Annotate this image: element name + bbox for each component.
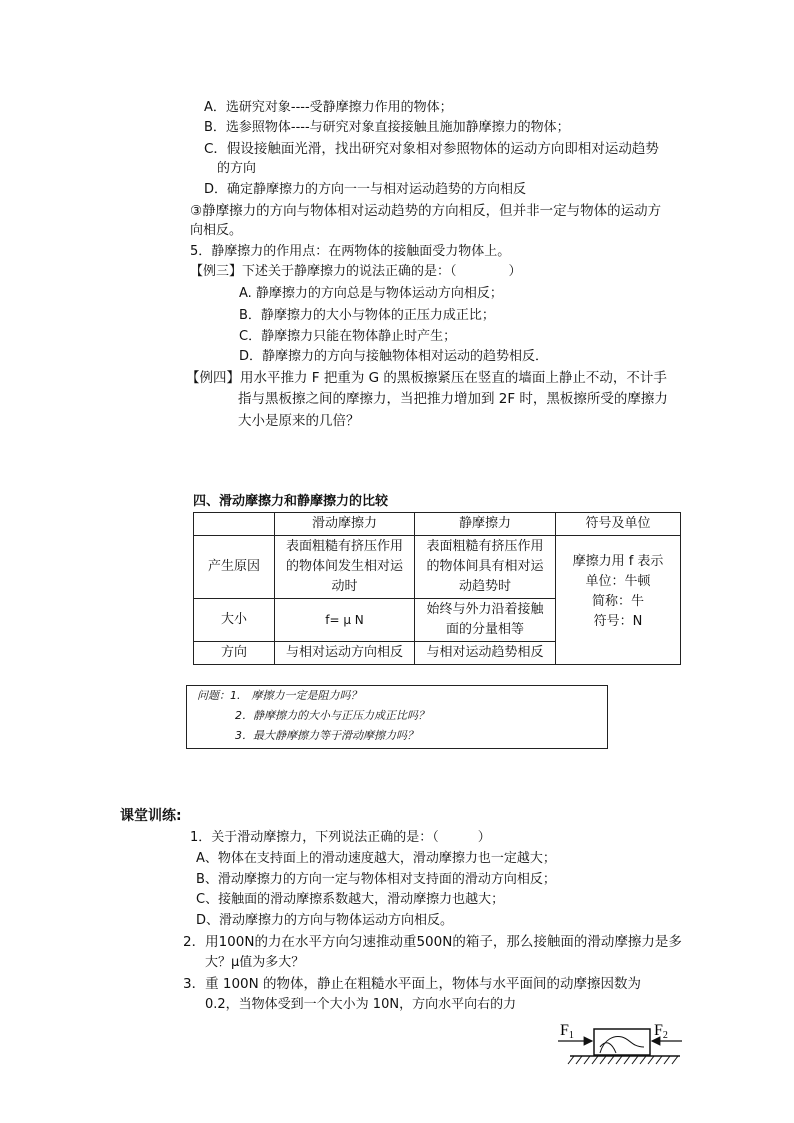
- cell-line: 始终与外力沿着接触: [426, 602, 544, 617]
- row-label-cause: 产生原因: [194, 536, 275, 599]
- symbol-line: 符号：N: [593, 614, 643, 629]
- row-label-magnitude: 大小: [194, 599, 275, 642]
- symbol-line: 单位：牛顿: [585, 574, 651, 589]
- note3-line2: 向相反。: [190, 223, 243, 238]
- example3-option-d: D．静摩擦力的方向与接触物体相对运动的趋势相反．: [239, 349, 549, 364]
- training-q3-line2: 0.2，当物体受到一个大小为 10N，方向水平向右的力: [205, 997, 517, 1012]
- cell-sliding-magnitude: [275, 599, 415, 642]
- question-1: 问题：1. 摩擦力一定是阻力吗？: [197, 689, 362, 702]
- example4-line2: 指与黑板擦之间的摩擦力，当把推力增加到 2F 时，黑板擦所受的摩擦力: [238, 391, 668, 407]
- step-a: A．选研究对象----受静摩擦力作用的物体；: [204, 100, 453, 115]
- note3-line1: ③静摩擦力的方向与物体相对运动趋势的方向相反，但并非一定与物体的运动方: [190, 203, 662, 219]
- table-row: [194, 536, 681, 599]
- table-header-row: [194, 513, 681, 536]
- table-header-static: 静摩擦力: [415, 513, 556, 536]
- cell-symbol-unit: [556, 536, 681, 665]
- step-d: D．确定静摩擦力的方向一一与相对运动趋势的方向相反: [204, 182, 527, 197]
- training-q2-line2: 大？μ值为多大？: [205, 955, 305, 970]
- cell-line: 与相对运动趋势相反: [426, 645, 544, 660]
- step-b: B．选参照物体----与研究对象直接接触且施加静摩擦力的物体；: [204, 120, 570, 135]
- question-3: 3．最大静摩擦力等于滑动摩擦力吗？: [235, 729, 418, 742]
- example3-stem: 【例三】下述关于静摩擦力的说法正确的是：（ ）: [190, 264, 522, 279]
- point5: 5．静摩擦力的作用点：在两物体的接触面受力物体上。: [190, 244, 511, 259]
- cell-sliding-cause: [275, 536, 415, 599]
- example3-option-a: A. 静摩擦力的方向总是与物体运动方向相反；: [239, 286, 503, 301]
- cell-line: 表面粗糙有挤压作用: [285, 539, 403, 554]
- symbol-line: 简称：牛: [591, 594, 644, 609]
- step-c-line1: C．假设接触面光滑，找出研究对象相对参照物体的运动方向即相对运动趋势: [204, 141, 659, 157]
- example3-option-b: B．静摩擦力的大小与物体的正压力成正比；: [239, 308, 495, 323]
- force-f1-label: F1: [560, 1022, 574, 1041]
- questions-box: [186, 685, 608, 749]
- training-q1-option-d: D、滑动摩擦力的方向与物体运动方向相反。: [196, 913, 454, 928]
- cell-sliding-direction: [275, 642, 415, 665]
- table-header-empty: [194, 513, 275, 536]
- table-header-symbol: 符号及单位: [556, 513, 681, 536]
- cell-static-direction: [415, 642, 556, 665]
- training-q1-option-c: C、接触面的滑动摩擦系数越大，滑动摩擦力也越大；: [196, 892, 505, 907]
- example4-line1: 【例四】用水平推力 F 把重为 G 的黑板擦紧压在竖直的墙面上静止不动，不计手: [186, 370, 667, 386]
- section4-title: 四、滑动摩擦力和静摩擦力的比较: [193, 494, 389, 509]
- cell-static-cause: [415, 536, 556, 599]
- cell-line: 面的分量相等: [445, 622, 524, 637]
- symbol-line: 摩擦力用 f 表示: [572, 554, 664, 569]
- force-diagram: [556, 1017, 686, 1073]
- block: [594, 1029, 650, 1055]
- cell-line: 动时: [331, 579, 358, 594]
- training-q2-line1: 2．用100N的力在水平方向匀速推动重500N的箱子，那么接触面的滑动摩擦力是多: [183, 934, 682, 950]
- cell-line: 的物体间具有相对运: [426, 559, 544, 574]
- cell-line: 动趋势时: [458, 579, 511, 594]
- cell-line: 表面粗糙有挤压作用: [426, 539, 544, 554]
- training-q1: 1．关于滑动摩擦力，下列说法正确的是：（ ）: [190, 830, 491, 845]
- example4-line3: 大小是原来的几倍？: [238, 413, 360, 429]
- training-q3-line1: 3．重 100N 的物体，静止在粗糙水平面上，物体与水平面间的动摩擦因数为: [183, 976, 642, 992]
- cell-static-magnitude: [415, 599, 556, 642]
- cell-line: f= μ N: [325, 613, 364, 627]
- row-label-direction: 方向: [194, 642, 275, 665]
- force-f2-label: F2: [654, 1022, 668, 1041]
- cell-line: 与相对运动方向相反: [285, 645, 403, 660]
- ground-hatch: [568, 1056, 678, 1064]
- table-header-sliding: 滑动摩擦力: [275, 513, 415, 536]
- step-c-line2: 的方向: [217, 161, 257, 176]
- comparison-table: [193, 512, 681, 665]
- cell-line: 的物体间发生相对运: [285, 559, 403, 574]
- example3-option-c: C．静摩擦力只能在物体静止时产生；: [239, 329, 457, 344]
- training-title: 课堂训练:: [120, 808, 182, 824]
- training-q1-option-b: B、滑动摩擦力的方向一定与物体相对支持面的滑动方向相反；: [196, 872, 556, 887]
- training-q1-option-a: A、物体在支持面上的滑动速度越大，滑动摩擦力也一定越大；: [196, 851, 556, 866]
- question-2: 2．静摩擦力的大小与正压力成正比吗？: [235, 709, 429, 722]
